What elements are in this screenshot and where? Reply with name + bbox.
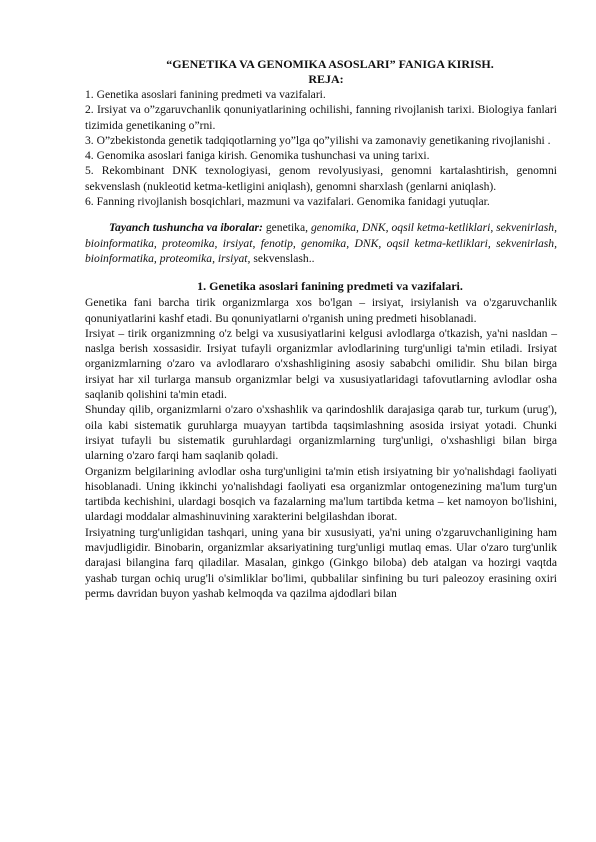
- document-body: [85, 57, 557, 601]
- key-terms-text: genetika,: [262, 221, 311, 235]
- plan-item: 3. O”zbekistonda genetik tadqiqotlarning yo”lga qo”yilishi va zamonaviy genetikaning rivojlanishi .: [85, 133, 551, 147]
- body-paragraph: Organizm belgilarining avlodlar osha turg'unligini ta'min etish irsiyatning bir yo'nalishdagi faoliyati hisoblanadi. Uning ikkinchi yo'nalishdagi faoliyati esa organizmlar ontogenezining ma'lum turg'un tartibda kechishini, ulardagi bosqich va fazalarning ma'lum tartibda ketma – ket namoyon bo'lishini, ulardagi moddalar almashinuvining xarakterini belgilashdan iborat.: [85, 464, 557, 524]
- key-terms-text-end: sekvenslash..: [250, 251, 315, 265]
- key-terms-paragraph: [85, 220, 557, 266]
- body-paragraph: Shunday qilib, organizmlarni o'zaro o'xshashlik va qarindoshlik darajasiga qarab tur, turkum (urug'), oila kabi sistematik guruhlarga muayyan tartibda taqsimlashning asosida irsiyat yotadi. Chunki irsiyat tufayli bu sistematik guruhlardagi organizmlarning turg'unligi, o'xshashligi bilan birga ularning o'zaro farqi ham saqlanib qoladi.: [85, 403, 557, 463]
- key-terms-italic: genomika, DNK, oqsil ketma-ketliklari, sekvenirlash, bioinformatika, proteomika, irsiyat, fenotip, genomika, DNK, oqsil ketma-ketliklari, sekvenirlash, bioinformatika, proteomika, irsiyat,: [85, 221, 558, 265]
- plan-item: 6. Fanning rivojlanish bosqichlari, mazmuni va vazifalari. Genomika fanidagi yutuqlar.: [85, 195, 490, 209]
- body-paragraph: Irsiyat – tirik organizmning o'z belgi va xususiyatlarini kelgusi avlodlarga o'tkazish, ya'ni nasldan – naslga berish xossasidir. Irsiyat tufayli organizmlar avlodlarining turg'unligi ta'min etiladi. Irsiyat organizmlarning o'zaro va avlodlararo o'xshashligining asosiy sababchi omilidir. Shu bilan birga irsiyat har xil turlarga mansub organizmlar belgi va xususiyatlaridagi tafovutlarning avlodlar osha saqlanib qolishini ta'min etadi.: [85, 326, 557, 402]
- plan-item: 1. Genetika asoslari fanining predmeti va vazifalari.: [85, 88, 326, 101]
- section-title: 1. Genetika asoslari fanining predmeti va vazifalari.: [197, 279, 463, 294]
- plan-item: 4. Genomika asoslari faniga kirish. Genomika tushunchasi va uning tarixi.: [85, 149, 430, 163]
- body-paragraph: Irsiyatning turg'unligidan tashqari, uning yana bir xususiyati, ya'ni uning o'zgaruvchanligining ham mavjudligidir. Binobarin, organizmlar aksariyatining turg'unligi mutlaq emas. Ular o'zaro turg'unlik darajasi bilangina farq qiladilar. Masalan, ginkgo (Ginkgo biloba) deb atalgan va hozirgi vaqtda yashab turgan ochiq urug'li o'simliklar bo'limi, qubbalilar sinfining bu turi paleozoy erasining oxiri permь davridan buyon yashab kelmoqda va qazilma ajdodlari bilan: [85, 525, 557, 600]
- plan-heading: REJA:: [308, 72, 344, 86]
- document-title: “GENETIKA VA GENOMIKA ASOSLARI” FANIGA KIRISH.: [166, 57, 494, 71]
- plan-item: 5. Rekombinant DNK texnologiyasi, genom revolyusiyasi, genomni kartalashtirish, genomni sekvenslash (nukleotid ketma-ketligini aniqlash), genomni sharxlash (genlarni aniqlash).: [85, 164, 557, 193]
- plan-item: 2. Irsiyat va o”zgaruvchanlik qonuniyatlarining ochilishi, fanning rivojlanish tarixi. Biologiya fanlari tizimida genetikaning o”rni.: [85, 103, 557, 132]
- key-terms-lead: Tayanch tushuncha va iboralar:: [109, 221, 263, 235]
- body-paragraph: Genetika fani barcha tirik organizmlarga xos bo'lgan – irsiyat, irsiylanish va o'zgaruvchanlik qonuniyatlarini kashf etadi. Bu qonuniyatlarni o'rganish uning predmeti hisoblanadi.: [85, 296, 557, 325]
- plan-list: [85, 87, 557, 209]
